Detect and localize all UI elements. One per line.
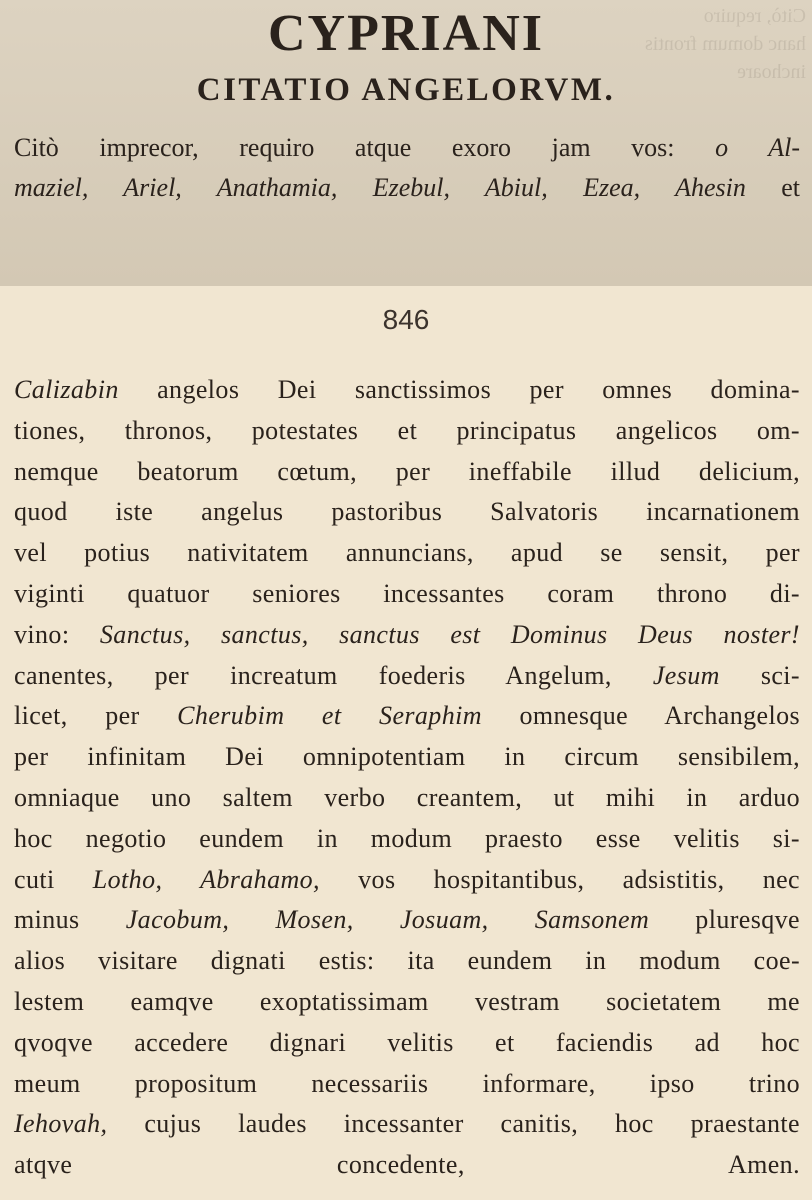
text-run: et [745, 173, 800, 202]
text-run: pluresqve [649, 905, 800, 935]
italic-text: Lotho, Abrahamo, [92, 864, 320, 894]
bleed-through-text: Citò, requiro hanc domum frontis inchoare [644, 5, 806, 83]
italic-text: maziel, Ariel, Anathamia, Ezebul, Abiul, Ezea, Ahesin [14, 173, 746, 202]
text-line [14, 783, 800, 813]
text-line [14, 742, 800, 772]
text-run: minus [14, 905, 126, 935]
text-line [14, 579, 800, 609]
page-number: 846 [382, 304, 430, 335]
text-run: vino: [14, 619, 100, 649]
text-line [14, 824, 800, 854]
text-run: omniaque uno saltem verbo creantem, ut mihi in arduo [14, 783, 800, 812]
text-run: per infinitam Dei omnipotentiam in circum sensibilem, [14, 742, 800, 772]
text-line [14, 1109, 800, 1139]
text-line [14, 1028, 800, 1058]
top-page-fragment [0, 0, 812, 286]
italic-text: Jesum [652, 660, 720, 690]
text-run: hoc negotio eundem in modum praesto esse velitis si- [14, 823, 800, 853]
page-subtitle: CITATIO ANGELORVM. [196, 72, 616, 108]
bottom-page-fragment [0, 286, 812, 1200]
italic-text: Sanctus, sanctus, sanctus est Dominus Deus noster! [99, 619, 800, 649]
text-run: meum propositum necessariis informare, ipso trino [14, 1068, 800, 1098]
text-line [14, 375, 800, 405]
text-run: nemque beatorum cœtum, per ineffabile illud delicium, [14, 456, 800, 486]
italic-text: Cherubim et Seraphim [177, 701, 482, 731]
text-run: licet, per [14, 701, 178, 731]
text-run: atqve concedente, Amen. [14, 1150, 800, 1180]
text-run: Citò imprecor, requiro atque exoro jam vos: [14, 133, 716, 162]
italic-text: o Al- [715, 133, 800, 162]
text-line [14, 946, 800, 976]
text-line [14, 987, 800, 1017]
text-run: lestem eamqve exoptatissimam vestram societatem me [14, 987, 800, 1016]
text-run: quod iste angelus pastoribus Salvatoris incarnationem [14, 497, 800, 527]
text-line [14, 701, 800, 731]
page-title: CYPRIANI [268, 5, 544, 62]
text-line [14, 1069, 800, 1099]
text-run: qvoqve accedere dignari velitis et faciendis ad hoc [14, 1027, 800, 1057]
text-run: cuti [14, 864, 93, 894]
text-line [14, 661, 800, 691]
text-line [14, 497, 800, 527]
text-run: canentes, per increatum foederis Angelum, [14, 660, 653, 690]
text-line [14, 620, 800, 650]
text-line [14, 905, 800, 935]
text-run: viginti quatuor seniores incessantes coram throno di- [14, 579, 800, 608]
text-line [14, 538, 800, 568]
italic-text: Calizabin [14, 375, 119, 404]
text-line [14, 1150, 800, 1180]
text-run: sci- [719, 660, 800, 690]
text-run: omnesque Archangelos [481, 701, 800, 731]
text-line [14, 457, 800, 487]
text-run: angelos Dei sanctissimos per omnes domina- [118, 375, 800, 404]
text-run: cujus laudes incessanter canitis, hoc praestante [107, 1109, 800, 1139]
text-line [14, 173, 800, 203]
italic-text: Iehovah, [14, 1109, 108, 1139]
text-run: vos hospitantibus, adsistitis, nec [319, 864, 800, 894]
italic-text: Jacobum, Mosen, Josuam, Samsonem [125, 905, 650, 935]
text-run: tiones, thronos, potestates et principatus angelicos om- [14, 415, 800, 445]
text-line [14, 133, 800, 163]
text-run: vel potius nativitatem annuncians, apud se sensit, per [14, 538, 800, 568]
text-line [14, 416, 800, 446]
text-run: alios visitare dignati estis: ita eundem in modum coe- [14, 946, 800, 976]
text-line [14, 865, 800, 895]
